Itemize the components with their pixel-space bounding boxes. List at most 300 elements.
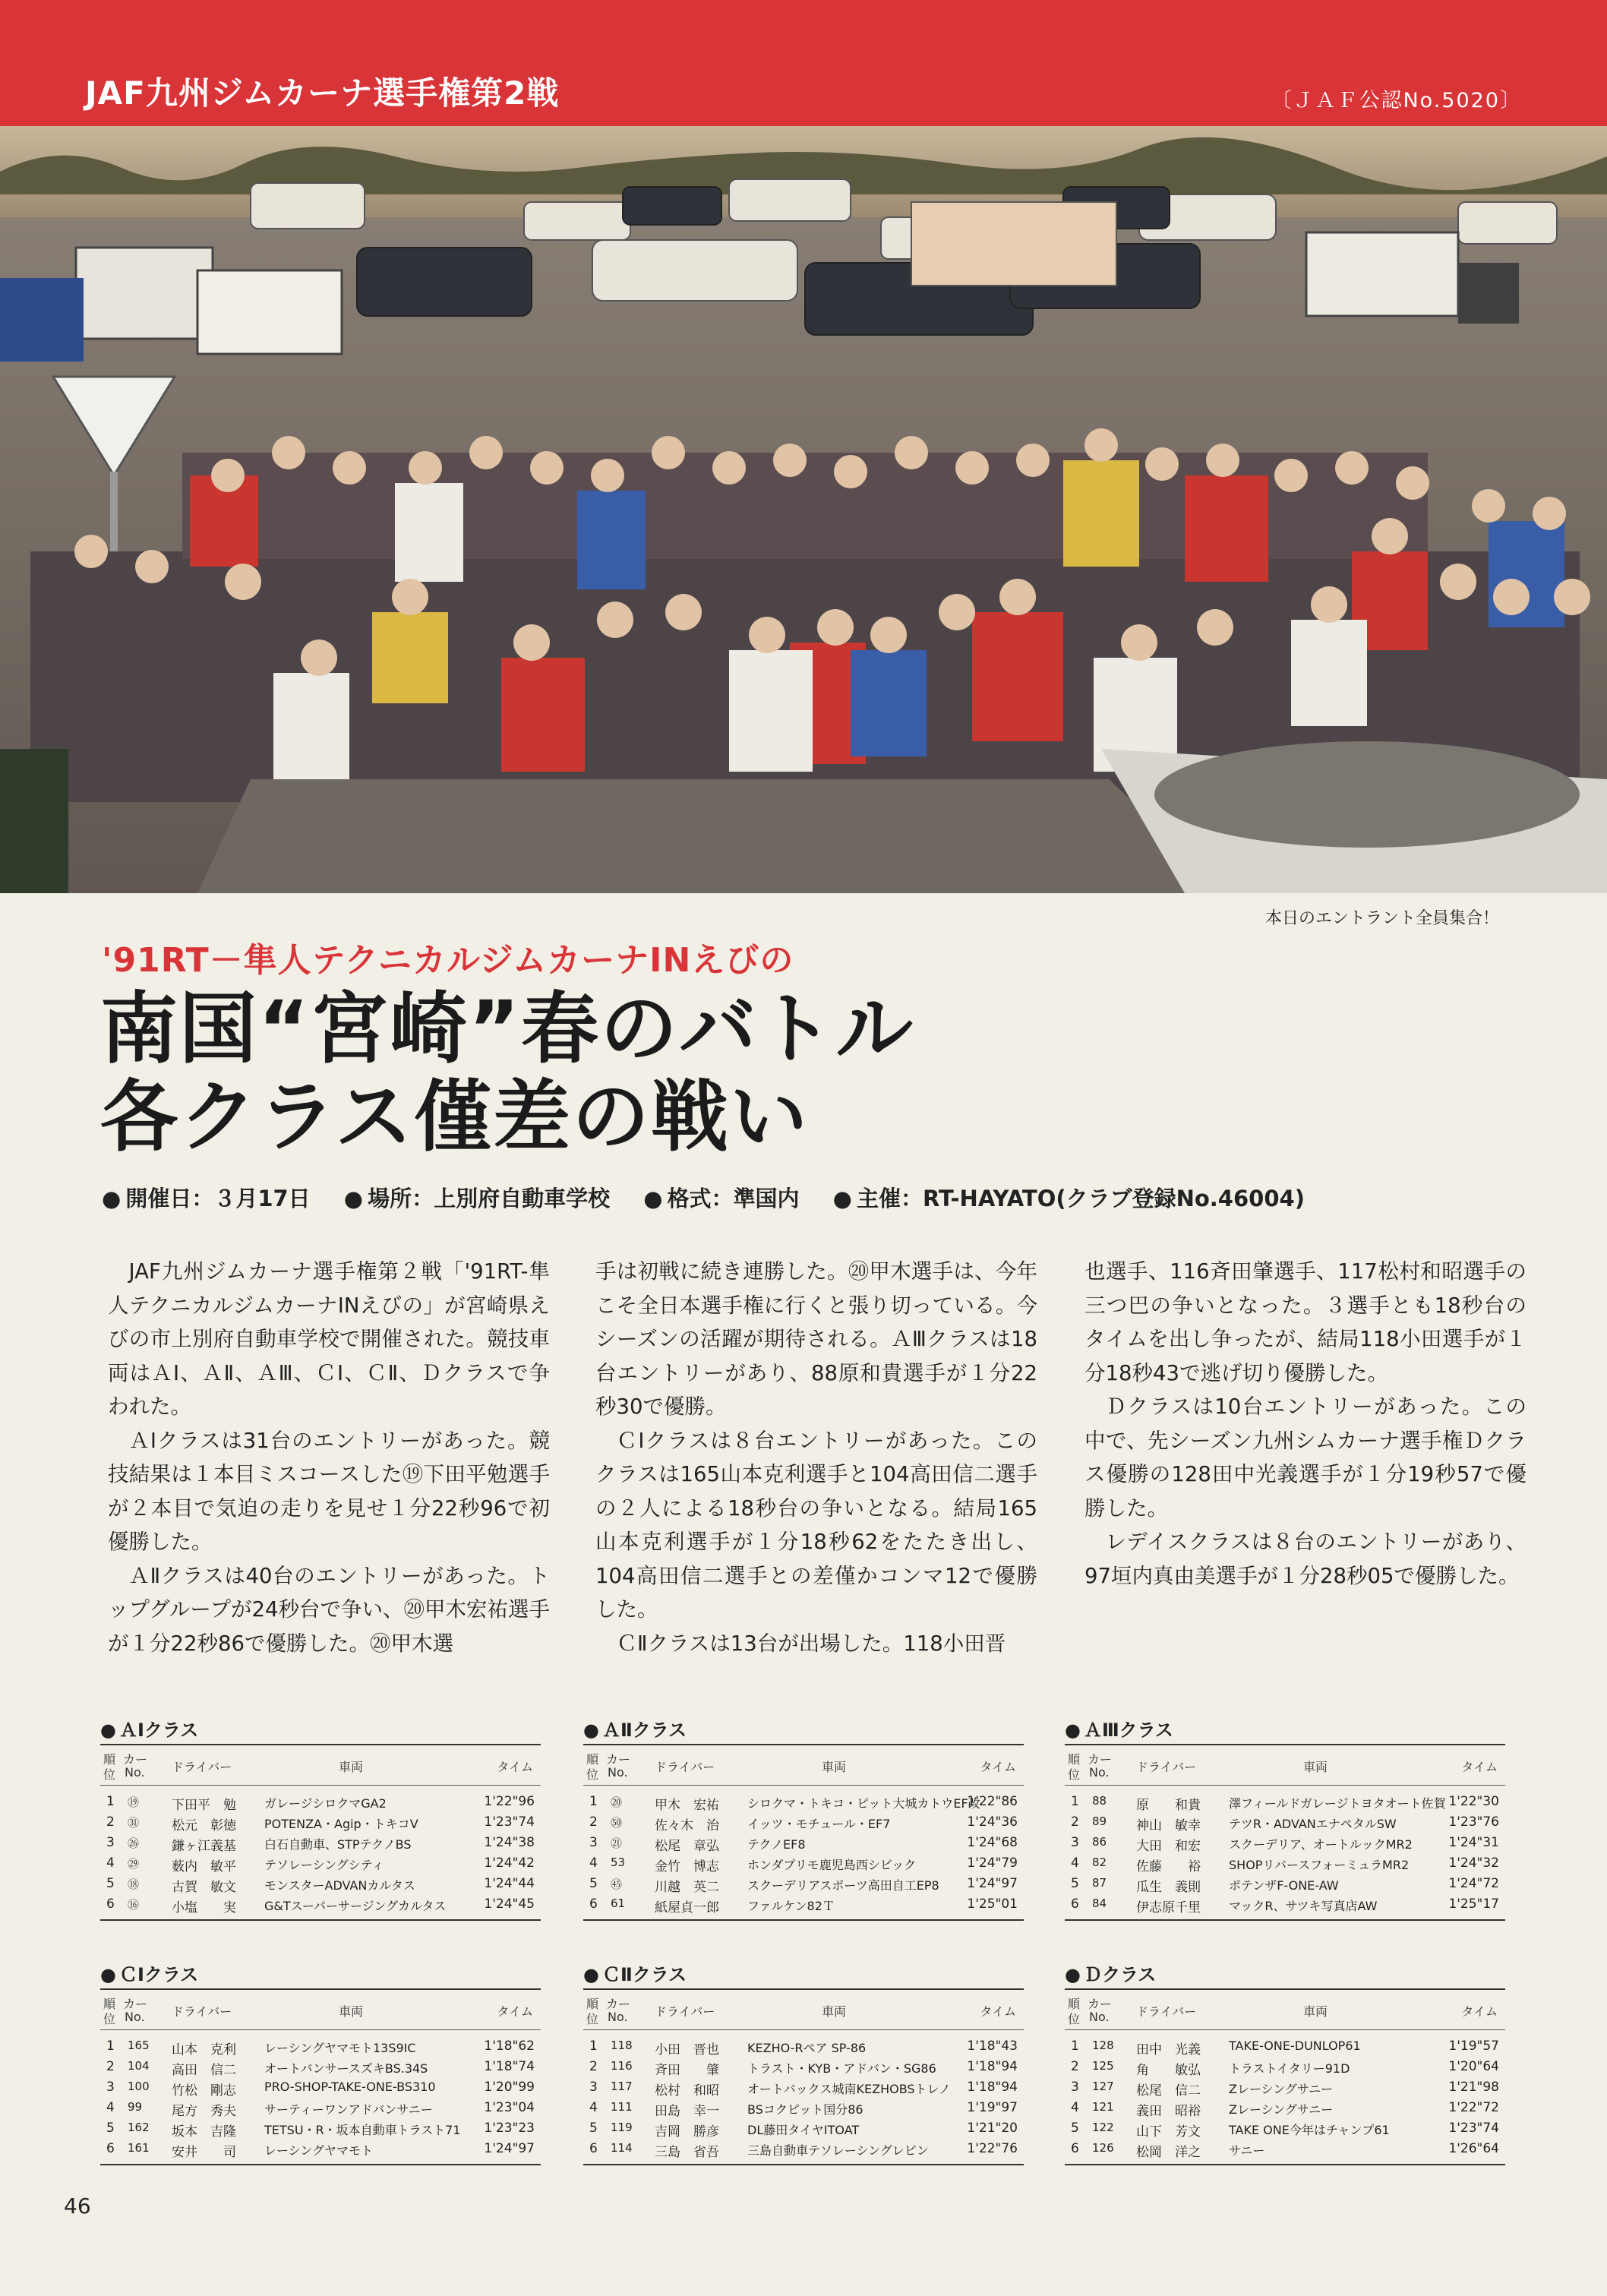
vehicle-cell: モンスターADVANカルタス [264, 1878, 415, 1893]
car-number-cell: 104 [128, 2059, 150, 2073]
driver-cell: 三島 省吾 [655, 2145, 719, 2160]
table-row [1065, 1894, 1505, 1915]
header-rank-2: 位 [103, 2012, 116, 2026]
vehicle-cell: テソレーシングシティ [264, 1858, 384, 1872]
header-driver: ドライバー [655, 1760, 715, 1774]
table-row [100, 1812, 541, 1833]
table-row [100, 1894, 541, 1915]
rank-cell: 5 [589, 1876, 598, 1891]
vehicle-cell: BSコクピット国分86 [747, 2102, 863, 2117]
vehicle-cell: レーシングヤマモト13S9IC [264, 2041, 416, 2055]
table-row [100, 1853, 541, 1874]
vehicle-cell: TAKE-ONE-DUNLOP61 [1229, 2039, 1361, 2053]
time-cell: 1'24"36 [967, 1814, 1018, 1830]
header-vehicle: 車両 [822, 1760, 847, 1774]
rank-cell: 5 [106, 2121, 115, 2136]
header-rank-1: 順 [586, 1752, 599, 1767]
time-cell: 1'21"98 [1448, 2080, 1499, 2095]
time-cell: 1'22"96 [484, 1794, 535, 1809]
event-meta: ● 開催日：３月17日 ● 場所：上別府自動車学校 ● 格式：準国内 ● 主催：RT-HAYATO(クラブ登録No.46004) [102, 1186, 1305, 1211]
car-number-cell: 114 [611, 2141, 633, 2155]
time-cell: 1'24"45 [484, 1896, 535, 1912]
vehicle-cell: スクーデリアスポーツ高田自工EP8 [747, 1878, 939, 1893]
driver-cell: 紙屋貞一郎 [655, 1900, 719, 1915]
header-car-number-1: カー [1088, 1752, 1113, 1767]
results-table-a3 [1065, 1715, 1505, 1921]
header-rank-1: 順 [103, 1752, 116, 1767]
driver-cell: 松尾 信二 [1136, 2083, 1201, 2099]
header-rank-1: 順 [586, 1997, 599, 2011]
driver-cell: 高田 信二 [172, 2063, 236, 2078]
rank-cell: 3 [106, 2080, 115, 2095]
header-time: タイム [497, 2004, 533, 2019]
time-cell: 1'23"76 [1448, 1814, 1499, 1830]
class-name: ＡⅢクラス [1083, 1720, 1173, 1741]
header-car-number-1: カー [606, 1752, 631, 1767]
rank-cell: 2 [106, 2059, 115, 2074]
rank-cell: 3 [589, 1835, 598, 1850]
vehicle-cell: G&Tスーパーサージングカルタス [264, 1899, 447, 1913]
vehicle-cell: ガレージシロクマGA2 [264, 1796, 387, 1811]
driver-cell: 坂本 吉隆 [172, 2124, 236, 2140]
rank-cell: 3 [1071, 1835, 1079, 1850]
car-number-cell: 99 [128, 2100, 143, 2114]
vehicle-cell: シロクマ・トキコ・ピット大城カトウEF改 [747, 1796, 980, 1811]
car-number-cell: 86 [1092, 1835, 1107, 1849]
time-cell: 1'21"20 [967, 2121, 1018, 2136]
time-cell: 1'26"64 [1448, 2141, 1499, 2156]
rank-cell: 2 [589, 1814, 598, 1830]
table-body [1065, 2030, 1505, 2165]
vehicle-cell: TAKE ONE今年はチャンプ61 [1229, 2123, 1390, 2137]
article-column-3 [1084, 1255, 1526, 1593]
results-table-d [1065, 1960, 1505, 2165]
table-row [583, 1894, 1024, 1915]
car-number-cell: ㉙ [128, 1857, 140, 1871]
car-number-cell: 61 [611, 1896, 626, 1910]
table-row [100, 2077, 541, 2098]
time-cell: 1'23"23 [484, 2121, 535, 2136]
car-number-cell: 162 [128, 2121, 150, 2134]
vehicle-cell: ホンダプリモ鹿児島西シビック [747, 1858, 917, 1872]
header-time: タイム [980, 2004, 1016, 2019]
car-number-cell: ㊿ [611, 1816, 623, 1830]
vehicle-cell: PRO-SHOP-TAKE-ONE-BS310 [264, 2080, 436, 2094]
car-number-cell: 89 [1092, 1814, 1107, 1828]
driver-cell: 下田平 勉 [172, 1798, 236, 1813]
rank-cell: 4 [589, 1855, 598, 1871]
time-cell: 1'18"94 [967, 2059, 1018, 2074]
table-row [583, 1792, 1024, 1812]
vehicle-cell: オートバンサースズキBS.34S [264, 2061, 428, 2076]
vehicle-cell: POTENZA・Agip・トキコV [264, 1817, 418, 1831]
car-number-cell: ⑯ [128, 1898, 140, 1912]
table-row [100, 2057, 541, 2077]
header-rank-2: 位 [1068, 1767, 1081, 1782]
rank-cell: 5 [1071, 2121, 1079, 2136]
car-number-cell: 126 [1092, 2141, 1114, 2155]
time-cell: 1'24"72 [1448, 1876, 1499, 1891]
rank-cell: 2 [1071, 1814, 1079, 1830]
table-row [583, 2098, 1024, 2118]
car-number-cell: 87 [1092, 1876, 1107, 1890]
time-cell: 1'18"74 [484, 2059, 535, 2074]
header-time: タイム [980, 1760, 1016, 1774]
driver-cell: 甲木 宏祐 [655, 1798, 719, 1813]
vehicle-cell: KEZHO-Rペア SP-86 [747, 2041, 867, 2055]
rank-cell: 1 [106, 1794, 115, 1809]
table-row [1065, 2139, 1505, 2159]
time-cell: 1'23"74 [484, 1814, 535, 1830]
time-cell: 1'24"68 [967, 1835, 1018, 1850]
vehicle-cell: トラストイタリー91D [1229, 2061, 1350, 2076]
rank-cell: 2 [106, 1814, 115, 1830]
results-table-c1 [100, 1960, 541, 2165]
time-cell: 1'19"97 [967, 2100, 1018, 2115]
table-title: ● ＡⅠクラス [100, 1720, 199, 1741]
time-cell: 1'20"99 [484, 2080, 535, 2095]
driver-cell: 鎌ヶ江義基 [172, 1839, 236, 1854]
header-time: タイム [497, 1760, 533, 1774]
car-number-cell: 84 [1092, 1896, 1107, 1910]
header-car-number-2: No. [125, 2010, 145, 2024]
rank-cell: 4 [1071, 2100, 1079, 2115]
meta-date: 開催日：３月17日 [125, 1186, 311, 1211]
car-number-cell: 116 [611, 2059, 633, 2073]
header-time: タイム [1461, 2004, 1498, 2019]
rank-cell: 4 [1071, 1855, 1079, 1871]
time-cell: 1'22"72 [1448, 2100, 1499, 2115]
car-number-cell: ㊺ [611, 1878, 623, 1891]
vehicle-cell: DL藤田タイヤITOAT [747, 2123, 860, 2137]
header-driver: ドライバー [1136, 1760, 1197, 1774]
header-driver: ドライバー [1136, 2004, 1197, 2019]
meta-organizer: 主催：RT-HAYATO(クラブ登録No.46004) [856, 1186, 1305, 1211]
car-number-cell: 128 [1092, 2039, 1114, 2052]
car-number-cell: 165 [128, 2039, 150, 2052]
vehicle-cell: サニー [1229, 2143, 1265, 2158]
table-row [583, 2118, 1024, 2139]
time-cell: 1'24"42 [484, 1855, 535, 1871]
header-driver: ドライバー [172, 1760, 232, 1774]
jaf-certification: 〔ＪＡＦ公認No.5020〕 [1271, 89, 1522, 112]
driver-cell: 金竹 博志 [655, 1859, 719, 1874]
header-car-number-2: No. [608, 2010, 628, 2024]
time-cell: 1'24"38 [484, 1835, 535, 1850]
paragraph: ＡⅡクラスは40台のエントリーがあった。トップグループが24秒台で争い、⑳甲木宏祐選手が１分22秒86で優勝した。⑳甲木選 [108, 1563, 550, 1656]
vehicle-cell: ファルケン82Ｔ [747, 1899, 835, 1913]
rank-cell: 4 [106, 1855, 115, 1871]
vehicle-cell: Zレーシングサニー [1229, 2082, 1334, 2096]
header-driver: ドライバー [655, 2004, 715, 2019]
paragraph: Ｄクラスは10台エントリーがあった。この中で、先シーズン九州シムカーナ選手権Ｄクラス優勝の128田中光義選手が１分19秒57で優勝した。 [1084, 1394, 1526, 1521]
time-cell: 1'24"97 [967, 1876, 1018, 1891]
time-cell: 1'23"04 [484, 2100, 535, 2115]
table-row [100, 2139, 541, 2159]
paragraph: ＣⅠクラスは８台エントリーがあった。このクラスは165山本克利選手と104高田信二選手の２人による18秒台の争いとなる。結局165山本克利選手が１分18秒62をたたき出し、104高田信二選手との差僅かコンマ12で優勝した。 [595, 1428, 1037, 1622]
table-header [100, 1988, 541, 2030]
table-row [1065, 2077, 1505, 2098]
table-row [583, 2057, 1024, 2077]
table-title: ● ＡⅢクラス [1065, 1720, 1173, 1741]
rank-cell: 5 [1071, 1876, 1079, 1891]
car-number-cell: 88 [1092, 1794, 1107, 1808]
header-vehicle: 車両 [339, 1760, 364, 1774]
car-number-cell: ㉑ [611, 1836, 623, 1850]
car-number-cell: 125 [1092, 2059, 1114, 2073]
rank-cell: 6 [589, 2141, 598, 2156]
header-vehicle: 車両 [339, 2004, 364, 2019]
table-row [1065, 2118, 1505, 2139]
table-row [583, 2077, 1024, 2098]
table-header [1065, 1744, 1505, 1786]
vehicle-cell: SHOPリバースフォーミュラMR2 [1229, 1858, 1410, 1872]
car-number-cell: 122 [1092, 2121, 1114, 2134]
class-name: ＣⅠクラス [118, 1964, 199, 1985]
header-car-number-1: カー [606, 1997, 631, 2011]
table-row [1065, 2098, 1505, 2118]
table-row [583, 1853, 1024, 1874]
driver-cell: 神山 敏幸 [1136, 1818, 1201, 1833]
table-row [1065, 1874, 1505, 1894]
headline [100, 986, 914, 1162]
car-number-cell: 161 [128, 2141, 150, 2155]
car-number-cell: 82 [1092, 1855, 1107, 1869]
paragraph: 也選手、116斉田肇選手、117松村和昭選手の三つ巴の争いとなった。３選手とも18秒台のタイムを出し争ったが、結局118小田選手が１分18秒43で逃げ切り優勝した。 [1084, 1259, 1526, 1385]
driver-cell: 田島 幸一 [655, 2104, 719, 2119]
driver-cell: 角 敏弘 [1136, 2063, 1201, 2078]
paragraph: ＣⅡクラスは13台が出場した。118小田晋 [616, 1631, 1006, 1656]
class-name: ＣⅡクラス [601, 1964, 687, 1985]
driver-cell: 山下 芳文 [1136, 2124, 1201, 2140]
vehicle-cell: 三島自動車テソレーシングレビン [747, 2143, 929, 2158]
driver-cell: 川越 英二 [655, 1880, 719, 1895]
rank-cell: 1 [589, 1794, 598, 1809]
time-cell: 1'24"97 [484, 2141, 535, 2156]
headline-line-1: 南国“宮崎”春のバトル [100, 984, 915, 1075]
article-column-1 [108, 1255, 550, 1660]
class-name: Ｄクラス [1083, 1964, 1157, 1985]
time-cell: 1'25"17 [1448, 1896, 1499, 1912]
table-body [100, 2030, 541, 2165]
headline-line-2: 各クラス僅差の戦い [100, 1072, 809, 1163]
table-row [583, 1874, 1024, 1894]
driver-cell: 佐藤 裕 [1136, 1859, 1201, 1874]
header-vehicle: 車両 [1303, 1760, 1328, 1774]
time-cell: 1'18"43 [967, 2039, 1018, 2054]
table-body [583, 2030, 1024, 2165]
driver-cell: 田中 光義 [1136, 2042, 1201, 2058]
time-cell: 1'22"76 [967, 2141, 1018, 2156]
results-table-a2 [583, 1715, 1024, 1921]
rank-cell: 3 [1071, 2080, 1079, 2095]
header-rank-1: 順 [1068, 1752, 1081, 1767]
driver-cell: 古賀 敏文 [172, 1880, 236, 1895]
car-number-cell: ⑱ [128, 1878, 140, 1891]
header-car-number-1: カー [1088, 1997, 1113, 2011]
table-title: ● Ｄクラス [1065, 1964, 1157, 1985]
driver-cell: 尾方 秀夫 [172, 2104, 236, 2119]
event-subtitle: '91RT－隼人テクニカルジムカーナINえびの [102, 941, 794, 980]
vehicle-cell: レーシングヤマモト [264, 2143, 373, 2158]
driver-cell: 山本 克利 [172, 2042, 236, 2058]
table-row [100, 1833, 541, 1853]
table-row [1065, 2057, 1505, 2077]
driver-cell: 松村 和昭 [655, 2083, 719, 2099]
table-row [1065, 1833, 1505, 1853]
table-header [583, 1744, 1024, 1786]
car-number-cell: 118 [611, 2039, 633, 2052]
paragraph: 手は初戦に続き連勝した。⑳甲木選手は、今年こそ全日本選手権に行くと張り切っている。今シーズンの活躍が期待される。ＡⅢクラスは18台エントリーがあり、88原和貴選手が１分22秒30で優勝。 [595, 1259, 1037, 1419]
rank-cell: 5 [589, 2121, 598, 2136]
header-driver: ドライバー [172, 2004, 232, 2019]
header-rank-2: 位 [1068, 2012, 1081, 2026]
table-header [100, 1744, 541, 1786]
driver-cell: 小塩 実 [172, 1900, 236, 1915]
table-header [583, 1988, 1024, 2030]
table-row [1065, 1792, 1505, 1812]
rank-cell: 1 [1071, 1794, 1079, 1809]
table-body [100, 1786, 541, 1921]
car-number-cell: ㉖ [128, 1836, 140, 1850]
vehicle-cell: ポテンザF-ONE-AW [1229, 1878, 1339, 1893]
table-row [1065, 1812, 1505, 1833]
class-name: ＡⅠクラス [118, 1720, 199, 1741]
time-cell: 1'24"79 [967, 1855, 1018, 1871]
time-cell: 1'24"31 [1448, 1835, 1499, 1850]
vehicle-cell: 澤フィールドガレージトヨタオート佐賀 [1229, 1796, 1446, 1811]
car-number-cell: 53 [611, 1855, 626, 1869]
rank-cell: 5 [106, 1876, 115, 1891]
driver-cell: 佐々木 治 [655, 1818, 719, 1833]
vehicle-cell: イッツ・モチュール・EF7 [747, 1817, 891, 1831]
car-number-cell: ㉛ [128, 1816, 140, 1830]
header-rank-2: 位 [586, 2012, 599, 2026]
table-row [100, 2098, 541, 2118]
driver-cell: 松元 彰徳 [172, 1818, 236, 1833]
car-number-cell: 100 [128, 2080, 150, 2093]
time-cell: 1'20"64 [1448, 2059, 1499, 2074]
header-band [0, 0, 1607, 126]
article-column-2 [595, 1255, 1037, 1660]
driver-cell: 竹松 剛志 [172, 2083, 236, 2099]
table-row [583, 1812, 1024, 1833]
car-number-cell: 117 [611, 2080, 633, 2093]
table-title: ● ＡⅡクラス [583, 1720, 687, 1741]
rank-cell: 1 [1071, 2039, 1079, 2054]
header-rank-1: 順 [1068, 1997, 1081, 2011]
vehicle-cell: トラスト・KYB・アドバン・SG86 [747, 2061, 936, 2076]
paragraph: JAF九州ジムカーナ選手権第２戦「'91RT-隼人テクニカルジムカーナINえびの」が宮崎県えびの市上別府自動車学校で開催された。競技車両はＡⅠ、ＡⅡ、ＡⅢ、ＣⅠ、ＣⅡ、Ｄクラスで争われた。 [108, 1259, 550, 1419]
rank-cell: 3 [106, 1835, 115, 1850]
rank-cell: 4 [589, 2100, 598, 2115]
vehicle-cell: TETSU・R・坂本自動車トラスト71 [264, 2123, 461, 2137]
time-cell: 1'18"62 [484, 2039, 535, 2054]
results-table-a1 [100, 1715, 541, 1921]
paragraph: レデイスクラスは８台のエントリーがあり、97垣内真由美選手が１分28秒05で優勝した。 [1084, 1530, 1526, 1588]
paragraph: ＡⅠクラスは31台のエントリーがあった。競技結果は１本目ミスコースした⑲下田平勉選手が２本目で気迫の走りを見せ１分22秒96で初優勝した。 [108, 1428, 550, 1554]
table-row [583, 1833, 1024, 1853]
vehicle-cell: Zレーシングサニー [1229, 2102, 1334, 2117]
meta-venue: 場所：上別府自動車学校 [368, 1186, 611, 1211]
vehicle-cell: テツR・ADVANエナペタルSW [1229, 1817, 1397, 1831]
header-car-number-2: No. [1089, 1765, 1110, 1780]
photo-caption: 本日のエントラント全員集合！ [1264, 909, 1499, 928]
driver-cell: 安井 司 [172, 2145, 236, 2160]
driver-cell: 松岡 洋之 [1136, 2145, 1201, 2160]
header-rank-2: 位 [103, 1767, 116, 1782]
time-cell: 1'24"44 [484, 1876, 535, 1891]
header-vehicle: 車両 [822, 2004, 847, 2019]
rank-cell: 4 [106, 2100, 115, 2115]
driver-cell: 吉岡 勝彦 [655, 2124, 719, 2140]
header-time: タイム [1461, 1760, 1498, 1774]
time-cell: 1'23"74 [1448, 2121, 1499, 2136]
car-number-cell: ⑳ [611, 1795, 623, 1809]
rank-cell: 6 [1071, 1896, 1079, 1912]
class-name: ＡⅡクラス [601, 1720, 687, 1741]
vehicle-cell: オートバックス城南KEZHOBSトレノ [747, 2082, 951, 2096]
rank-cell: 1 [589, 2039, 598, 2054]
table-row [583, 2139, 1024, 2159]
series-title: JAF九州ジムカーナ選手権第2戦 [85, 74, 560, 112]
header-car-number-2: No. [608, 1765, 628, 1780]
group-photo [0, 126, 1607, 893]
time-cell: 1'22"86 [967, 1794, 1018, 1809]
car-number-cell: 119 [611, 2121, 633, 2134]
meta-format: 格式：準国内 [667, 1186, 800, 1211]
time-cell: 1'22"30 [1448, 1794, 1499, 1809]
time-cell: 1'25"01 [967, 1896, 1018, 1912]
rank-cell: 6 [106, 2141, 115, 2156]
driver-cell: 小田 晋也 [655, 2042, 719, 2058]
driver-cell: 瓜生 義則 [1136, 1880, 1201, 1895]
header-car-number-1: カー [123, 1752, 148, 1767]
rank-cell: 1 [106, 2039, 115, 2054]
header-car-number-2: No. [1089, 2010, 1110, 2024]
rank-cell: 2 [589, 2059, 598, 2074]
time-cell: 1'19"57 [1448, 2039, 1499, 2054]
table-body [1065, 1786, 1505, 1921]
driver-cell: 斉田 肇 [655, 2063, 719, 2078]
header-car-number-1: カー [123, 1997, 148, 2011]
table-row [100, 1792, 541, 1812]
table-title: ● ＣⅡクラス [583, 1964, 687, 1985]
vehicle-cell: 白石自動車、STPテクノBS [264, 1837, 412, 1852]
rank-cell: 6 [589, 1896, 598, 1912]
page-number: 46 [64, 2193, 91, 2219]
table-row [100, 2118, 541, 2139]
driver-cell: 原 和貴 [1136, 1798, 1201, 1813]
header-car-number-2: No. [125, 1765, 145, 1780]
rank-cell: 6 [1071, 2141, 1079, 2156]
table-header [1065, 1988, 1505, 2030]
header-vehicle: 車両 [1303, 2004, 1328, 2019]
car-number-cell: 121 [1092, 2100, 1114, 2114]
driver-cell: 義田 昭裕 [1136, 2104, 1201, 2119]
rank-cell: 3 [589, 2080, 598, 2095]
driver-cell: 松尾 章弘 [655, 1839, 719, 1854]
driver-cell: 伊志原千里 [1136, 1900, 1201, 1915]
car-number-cell: 127 [1092, 2080, 1114, 2093]
results-table-c2 [583, 1960, 1024, 2165]
rank-cell: 2 [1071, 2059, 1079, 2074]
time-cell: 1'24"32 [1448, 1855, 1499, 1871]
vehicle-cell: スクーデリア、オートルックMR2 [1229, 1837, 1413, 1852]
driver-cell: 薮内 敏平 [172, 1859, 236, 1874]
table-row [1065, 1853, 1505, 1874]
driver-cell: 大田 和宏 [1136, 1839, 1201, 1854]
